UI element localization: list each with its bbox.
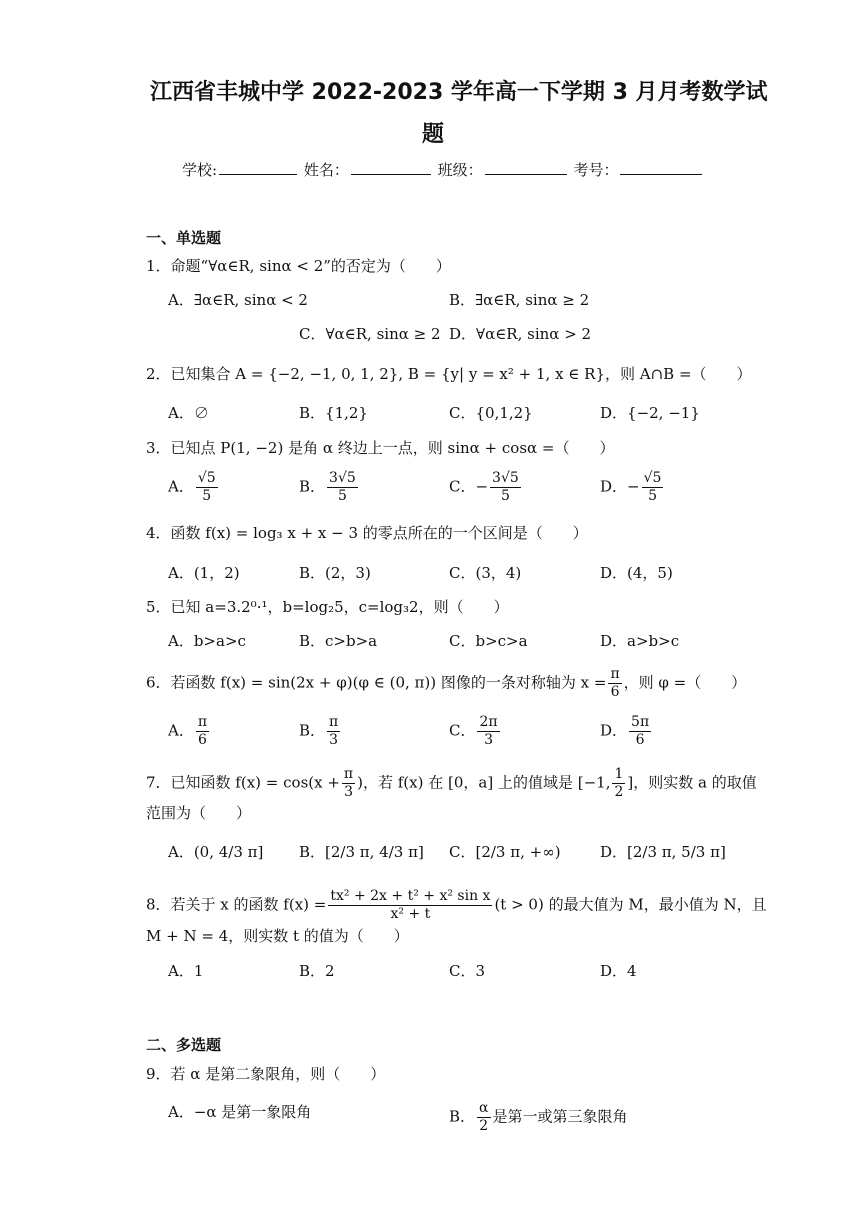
numerator: √5	[197, 470, 216, 486]
numerator: π	[610, 666, 620, 682]
field-id-blank	[620, 160, 702, 175]
question-1-option-d: D．∀α∈R, sinα > 2	[449, 325, 592, 343]
option-label: C．−	[449, 477, 489, 496]
denominator: 5	[500, 488, 510, 504]
field-id-label: 考号：	[573, 161, 619, 179]
numerator: α	[479, 1100, 489, 1116]
denominator: 3	[484, 732, 493, 748]
question-4-option-a: A．(1，2)	[168, 564, 240, 582]
field-name-blank	[351, 160, 431, 175]
stem-part: ，则 φ =（ ）	[623, 673, 747, 692]
question-9-stem: 9．若 α 是第二象限角，则（ ）	[146, 1065, 386, 1083]
question-1-option-c: C．∀α∈R, sinα ≥ 2	[299, 325, 441, 343]
fraction	[328, 888, 492, 923]
option-label: B．	[299, 477, 326, 496]
fraction	[477, 714, 499, 749]
page-title: 江西省丰城中学 2022-2023 学年高一下学期 3 月月考数学试	[150, 80, 768, 105]
fraction	[642, 470, 664, 505]
stem-part: )，若 f(x) 在 [0，a] 上的值域是 [−1,	[357, 773, 611, 792]
option-label: A．	[168, 477, 194, 496]
question-8-option-c: C．3	[449, 962, 486, 980]
question-8-option-b: B．2	[299, 962, 335, 980]
question-9-option-a: A．−α 是第一象限角	[168, 1103, 312, 1121]
question-2-option-b: B．{1,2}	[299, 404, 368, 422]
question-3-stem: 3．已知点 P(1, −2) 是角 α 终边上一点，则 sinα + cosα =（ ）	[146, 439, 615, 457]
question-8-stem-line2: M + N = 4，则实数 t 的值为（ ）	[146, 927, 409, 945]
denominator: 5	[202, 488, 212, 504]
stem-part: ]，则实数 a 的取值	[627, 773, 757, 792]
field-school-label: 学校:	[182, 161, 218, 179]
fraction	[327, 470, 358, 505]
question-7-option-c: C．[2/3 π, +∞)	[449, 843, 561, 861]
option-label: D．−	[600, 477, 640, 496]
denominator: x² + t	[390, 906, 431, 922]
stem-part: 7．已知函数 f(x) = cos(x +	[146, 773, 340, 792]
question-3-option-b	[299, 470, 360, 505]
numerator: π	[329, 714, 339, 730]
option-text: 是第一或第三象限角	[492, 1107, 628, 1126]
question-5-option-c: C．b>c>a	[449, 632, 528, 650]
question-7-stem-line2: 范围为（ ）	[146, 804, 252, 822]
fraction	[196, 714, 209, 749]
question-1-option-a: A．∃α∈R, sinα < 2	[168, 291, 308, 309]
question-2-option-a: A．∅	[168, 404, 209, 422]
field-name-label: 姓名：	[303, 161, 349, 179]
question-2-stem: 2．已知集合 A = {−2, −1, 0, 1, 2}, B = {y| y = x² + 1, x ∈ R}，则 A∩B =（ ）	[146, 365, 752, 383]
option-label: B．	[299, 721, 326, 740]
question-5-option-b: B．c>b>a	[299, 632, 378, 650]
denominator: 3	[344, 784, 353, 800]
numerator: √5	[643, 470, 662, 486]
numerator: 2π	[479, 714, 498, 730]
denominator: 6	[610, 684, 620, 700]
question-6-option-a	[168, 714, 211, 749]
question-5-stem: 5．已知 a=3.2⁰·¹，b=log₂5，c=log₃2，则（ ）	[146, 598, 509, 616]
question-7-option-d: D．[2/3 π, 5/3 π]	[600, 843, 726, 861]
question-3-option-d	[600, 470, 665, 505]
question-4-stem: 4．函数 f(x) = log₃ x + x − 3 的零点所在的一个区间是（ ）	[146, 524, 588, 542]
question-5-option-d: D．a>b>c	[600, 632, 680, 650]
question-8-option-a: A．1	[168, 962, 204, 980]
numerator: 3√5	[329, 470, 356, 486]
question-6-option-c	[449, 714, 502, 749]
info-fields	[182, 160, 704, 180]
field-class-blank	[485, 160, 567, 175]
question-6-stem	[146, 666, 746, 701]
denominator: 6	[197, 732, 207, 748]
fraction	[477, 1100, 490, 1135]
option-label: A．	[168, 721, 194, 740]
numerator: π	[343, 766, 354, 782]
stem-part: 6．若函数 f(x) = sin(2x + φ)(φ ∈ (0, π)) 图像的一条对称轴为 x =	[146, 673, 607, 692]
question-7-stem	[146, 766, 757, 801]
numerator: 5π	[631, 714, 650, 730]
fraction	[612, 766, 625, 801]
numerator: π	[197, 714, 208, 730]
section-heading-multi: 二、多选题	[146, 1036, 222, 1054]
denominator: 5	[648, 488, 657, 504]
fraction	[490, 470, 521, 505]
question-4-option-d: D．(4，5)	[600, 564, 673, 582]
denominator: 6	[635, 732, 645, 748]
question-4-option-b: B．(2，3)	[299, 564, 371, 582]
fraction	[327, 714, 340, 749]
page-title-continued: 题	[422, 122, 445, 147]
option-label: C．	[449, 721, 476, 740]
option-label: D．	[600, 721, 628, 740]
denominator: 3	[329, 732, 339, 748]
question-1-option-b: B．∃α∈R, sinα ≥ 2	[449, 291, 590, 309]
question-7-option-b: B．[2/3 π, 4/3 π]	[299, 843, 424, 861]
question-8-stem	[146, 888, 767, 923]
stem-part: 8．若关于 x 的函数 f(x) =	[146, 895, 327, 914]
question-3-option-c	[449, 470, 523, 505]
fraction	[629, 714, 651, 749]
field-class-label: 班级：	[437, 161, 483, 179]
numerator: tx² + 2x + t² + x² sin x	[330, 888, 491, 904]
stem-part: (t > 0) 的最大值为 M，最小值为 N，且	[494, 895, 767, 914]
fraction	[608, 666, 621, 701]
question-6-option-d	[600, 714, 653, 749]
question-6-option-b	[299, 714, 342, 749]
denominator: 2	[614, 784, 624, 800]
fraction	[196, 470, 218, 505]
question-4-option-c: C．(3，4)	[449, 564, 522, 582]
question-8-option-d: D．4	[600, 962, 637, 980]
question-3-option-a	[168, 470, 220, 505]
denominator: 2	[479, 1118, 489, 1134]
question-9-option-b	[449, 1100, 628, 1135]
section-heading-single: 一、单选题	[146, 229, 222, 247]
fraction	[342, 766, 355, 801]
question-2-option-c: C．{0,1,2}	[449, 404, 533, 422]
question-1-stem: 1．命题“∀α∈R, sinα < 2”的否定为（ ）	[146, 257, 451, 275]
numerator: 1	[614, 766, 624, 782]
question-2-option-d: D．{−2, −1}	[600, 404, 700, 422]
numerator: 3√5	[492, 470, 519, 486]
question-7-option-a: A．(0, 4/3 π]	[168, 843, 264, 861]
question-5-option-a: A．b>a>c	[168, 632, 246, 650]
denominator: 5	[337, 488, 347, 504]
field-school-blank	[219, 160, 297, 175]
option-label: B．	[449, 1107, 476, 1126]
